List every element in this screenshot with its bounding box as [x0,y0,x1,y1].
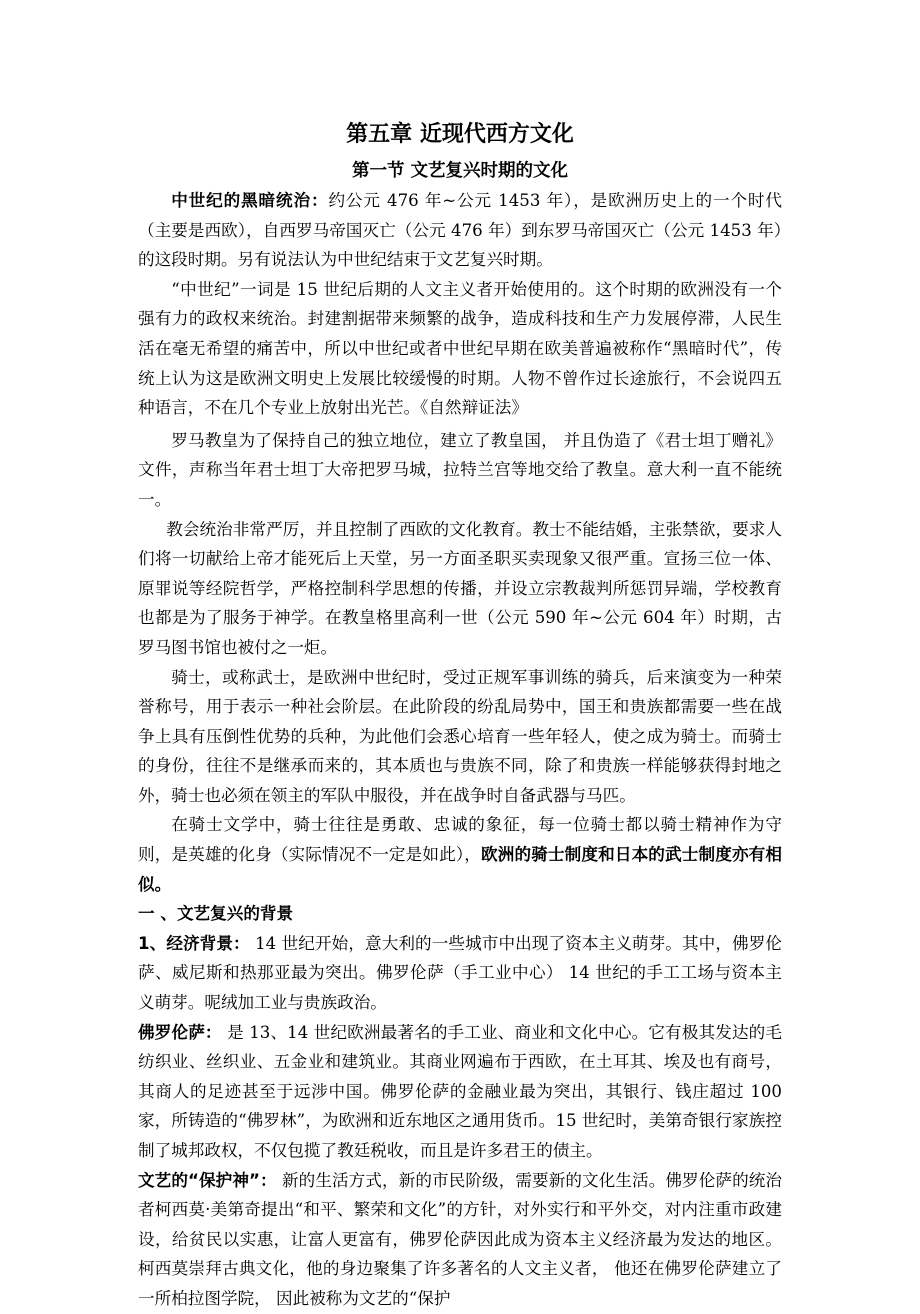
paragraph-label: 文艺的“保护神”： [138,1170,277,1190]
paragraph-middle-ages-term: “中世纪”一词是 15 世纪后期的人文主义者开始使用的。这个时期的欧洲没有一个强有力的政权来统治。封建割据带来频繁的战争，造成科技和生产力发展停滞，人民生活在毫无希望的痛苦中，所以中世纪或者中世纪早期在欧美普遍被称作“黑暗时代”，传统上认为这是欧洲文明史上发展比较缓慢的时期。人物不曾作过长途旅行，不会说四五种语言，不在几个专业上放射出光芒。《自然辩证法》 [138,279,782,418]
paragraph-patron-of-arts [138,1166,782,1314]
paragraph-chivalry-literature [138,810,782,899]
body-text [138,186,782,1314]
paragraph-text: 新的生活方式，新的市民阶级，需要新的文化生活。佛罗伦萨的统治者柯西莫·美第奇提出“和平、繁荣和文化”的方针，对外实行和平外交，对内注重市政建设，给贫民以实惠，让富人更富有，佛罗伦萨因此成为资本主义经济最为发达的地区。柯西莫崇拜古典文化，他的身边聚集了许多著名的人文主义者， 他还在佛罗伦萨建立了一所柏拉图学院， 因此被称为文艺的“保护 [138,1170,783,1308]
paragraph-knights: 骑士，或称武士，是欧洲中世纪时，受过正规军事训练的骑兵，后来演变为一种荣誉称号，用于表示一种社会阶层。在此阶段的纷乱局势中，国王和贵族都需要一些在战争上具有压倒性优势的兵种，为此他们会悉心培育一些年轻人，使之成为骑士。而骑士的身份，往往不是继承而来的，其本质也与贵族不同，除了和贵族一样能够获得封地之外，骑士也必须在领主的军队中服役，并在战争时自备武器与马匹。 [138,667,782,805]
section-title: 第一节 文艺复兴时期的文化 [351,161,569,181]
paragraph-text: 14 世纪开始，意大利的一些城市中出现了资本主义萌芽。其中，佛罗伦萨、威尼斯和热那亚最为突出。佛罗伦萨（手工业中心） 14 世纪的手工工场与资本主义萌芽。呢绒加工业与贵族政治。 [138,933,783,1013]
heading-text: 一 、文艺复兴的背景 [138,904,294,924]
paragraph-church-rule: 教会统治非常严厉，并且控制了西欧的文化教育。教士不能结婚，主张禁欲，要求人们将一切献给上帝才能死后上天堂，另一方面圣职买卖现象又很严重。宣扬三位一体、原罪说等经院哲学，严格控制科学思想的传播，并设立宗教裁判所惩罚异端，学校教育也都是为了服务于神学。在教皇格里高利一世（公元 590 年~公元 604 年）时期，古罗马图书馆也被付之一炬。 [138,519,782,657]
paragraph-label: 中世纪的黑暗统治： [171,191,329,210]
paragraph-bold-text: 欧洲的骑士制度和日本的武士制度亦有相似。 [138,845,783,894]
paragraph-text: 在骑士文学中，骑士往往是勇敢、忠诚的象征，每一位骑士都以骑士精神作为守则，是英雄的化身（实际情况不一定是如此）， [138,815,782,865]
paragraph-florence [138,1018,782,1166]
paragraph-text: 约公元 476 年~公元 1453 年），是欧洲历史上的一个时代（主要是西欧），自西罗马帝国灭亡（公元 476 年）到东罗马帝国灭亡（公元 1453 年）的这段时期。另有说法认为中世纪结束于文艺复兴时期。 [138,191,782,270]
chapter-title: 第五章 近现代西方文化 [346,122,574,147]
paragraph-text: 是 13、14 世纪欧洲最著名的手工业、商业和文化中心。它有极其发达的毛纺织业、丝织业、五金业和建筑业。其商业网遍布于西欧，在土耳其、埃及也有商号，其商人的足迹甚至于远涉中国。佛罗伦萨的金融业最为突出，其银行、钱庄超过 100 家，所铸造的“佛罗林”，为欧洲和近东地区之通用货币。15 世纪时，美第奇银行家族控制了城邦政权，不仅包揽了教廷税收，而且是许多君王的债主。 [138,1022,782,1160]
paragraph-label: 1、经济背景： [138,933,250,953]
heading-renaissance-background [138,899,782,929]
paragraph-label: 佛罗伦萨： [138,1022,222,1042]
paragraph-papal-state: 罗马教皇为了保持自己的独立地位，建立了教皇国， 并且伪造了《君士坦丁赠礼》文件，声称当年君士坦丁大帝把罗马城，拉特兰宫等地交给了教皇。意大利一直不能统一。 [138,430,782,509]
paragraph-economic-background [138,929,782,1018]
paragraph-dark-ages [138,186,782,275]
